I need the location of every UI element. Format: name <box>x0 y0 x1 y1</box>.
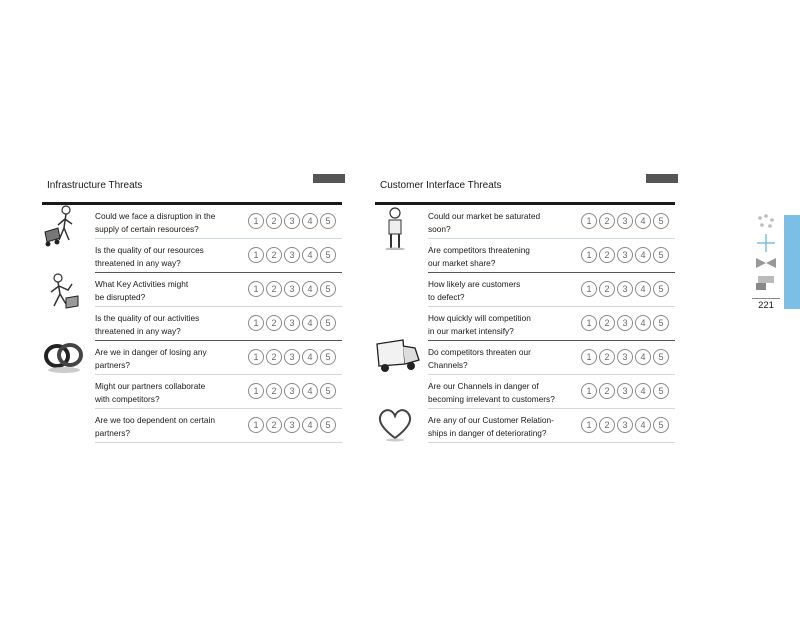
rating-option[interactable]: 5 <box>653 281 669 297</box>
question-line: Could we face a disruption in the <box>95 211 216 221</box>
rating-option[interactable]: 1 <box>581 213 597 229</box>
question-line: Might our partners collaborate <box>95 381 206 391</box>
rating-option[interactable]: 4 <box>635 383 651 399</box>
channel-truck-icon <box>375 336 421 376</box>
row-separator <box>95 442 342 443</box>
rating-option[interactable]: 5 <box>653 417 669 433</box>
section-color-tab <box>784 215 800 309</box>
rating-option[interactable]: 5 <box>653 247 669 263</box>
rating-option[interactable]: 3 <box>617 247 633 263</box>
rating-option[interactable]: 2 <box>599 383 615 399</box>
rating-option[interactable]: 3 <box>284 315 300 331</box>
question-row <box>42 341 342 375</box>
rating-option[interactable]: 1 <box>248 247 264 263</box>
row-separator <box>428 442 675 443</box>
question-text <box>428 244 574 270</box>
panel-tab-marker <box>313 174 345 183</box>
question-line: Is the quality of our activities <box>95 313 200 323</box>
panel-header <box>42 174 342 205</box>
question-line: threatened in any way? <box>95 326 181 336</box>
rating-scale <box>581 247 669 263</box>
rating-option[interactable]: 4 <box>635 213 651 229</box>
rating-option[interactable]: 4 <box>302 281 318 297</box>
question-line: threatened in any way? <box>95 258 181 268</box>
rating-option[interactable]: 1 <box>581 281 597 297</box>
rating-option[interactable]: 1 <box>581 349 597 365</box>
rating-option[interactable]: 3 <box>284 213 300 229</box>
rating-option[interactable]: 5 <box>320 349 336 365</box>
infrastructure-threats-panel <box>42 174 342 443</box>
question-line: Channels? <box>428 360 468 370</box>
plus-icon <box>757 234 775 252</box>
resource-sketch-icon <box>42 204 82 248</box>
question-line: be disrupted? <box>95 292 146 302</box>
rating-option[interactable]: 1 <box>581 315 597 331</box>
question-line: Do competitors threaten our <box>428 347 531 357</box>
rating-scale <box>581 417 669 433</box>
question-text <box>95 414 241 440</box>
panel-header <box>375 174 675 205</box>
rating-option[interactable]: 2 <box>266 213 282 229</box>
customer-person-icon <box>375 206 415 250</box>
question-line: Could our market be saturated <box>428 211 541 221</box>
partner-ring-icon <box>42 338 86 374</box>
rating-scale <box>581 315 669 331</box>
question-row <box>42 375 342 409</box>
rating-option[interactable]: 2 <box>599 349 615 365</box>
rating-option[interactable]: 4 <box>302 315 318 331</box>
question-text <box>428 278 574 304</box>
panel-title: Infrastructure Threats <box>47 180 143 191</box>
rating-option[interactable]: 2 <box>599 247 615 263</box>
rating-option[interactable]: 3 <box>617 349 633 365</box>
rating-scale <box>248 213 336 229</box>
rating-option[interactable]: 5 <box>653 213 669 229</box>
question-line: supply of certain resources? <box>95 224 199 234</box>
rating-option[interactable]: 5 <box>320 417 336 433</box>
question-line: ships in danger of deteriorating? <box>428 428 547 438</box>
question-text <box>95 346 241 372</box>
question-line: to defect? <box>428 292 465 302</box>
rating-scale <box>581 213 669 229</box>
rating-option[interactable]: 2 <box>266 281 282 297</box>
rating-option[interactable]: 3 <box>284 281 300 297</box>
rating-option[interactable]: 2 <box>599 213 615 229</box>
rating-scale <box>581 349 669 365</box>
rating-option[interactable]: 3 <box>617 383 633 399</box>
rating-option[interactable]: 3 <box>617 315 633 331</box>
rating-scale <box>248 417 336 433</box>
question-text <box>95 312 241 338</box>
rating-option[interactable]: 2 <box>599 315 615 331</box>
rating-scale <box>581 383 669 399</box>
rating-scale <box>248 281 336 297</box>
question-text <box>95 380 241 406</box>
rating-option[interactable]: 5 <box>320 247 336 263</box>
rating-option[interactable]: 3 <box>617 417 633 433</box>
rating-option[interactable]: 2 <box>266 383 282 399</box>
question-text <box>428 210 574 236</box>
question-text <box>428 380 574 406</box>
question-row <box>42 307 342 341</box>
section-nav-icons <box>752 212 782 292</box>
rating-option[interactable]: 5 <box>653 349 669 365</box>
question-line: Are we in danger of losing any <box>95 347 207 357</box>
rating-scale <box>248 247 336 263</box>
rating-scale <box>248 315 336 331</box>
rating-option[interactable]: 5 <box>320 315 336 331</box>
rating-option[interactable]: 5 <box>320 383 336 399</box>
blocks-icon <box>758 276 774 283</box>
rating-option[interactable]: 5 <box>653 383 669 399</box>
question-line: becoming irrelevant to customers? <box>428 394 555 404</box>
activity-sketch-icon <box>42 272 82 312</box>
rating-scale <box>248 383 336 399</box>
question-row <box>375 273 675 307</box>
rating-scale <box>581 281 669 297</box>
rating-option[interactable]: 4 <box>635 349 651 365</box>
question-line: Are competitors threatening <box>428 245 530 255</box>
rating-option[interactable]: 2 <box>266 349 282 365</box>
rating-option[interactable]: 1 <box>248 417 264 433</box>
rating-option[interactable]: 4 <box>302 417 318 433</box>
question-line: partners? <box>95 428 131 438</box>
rating-option[interactable]: 4 <box>635 315 651 331</box>
rating-option[interactable]: 3 <box>284 417 300 433</box>
question-text <box>428 414 574 440</box>
question-list <box>42 205 342 443</box>
question-line: partners? <box>95 360 131 370</box>
question-row <box>42 205 342 239</box>
bowtie-icon <box>756 258 776 268</box>
rating-option[interactable]: 4 <box>635 247 651 263</box>
question-row <box>375 205 675 239</box>
question-text <box>95 244 241 270</box>
question-list <box>375 205 675 443</box>
rating-option[interactable]: 5 <box>320 213 336 229</box>
rating-option[interactable]: 1 <box>581 383 597 399</box>
rating-option[interactable]: 5 <box>653 315 669 331</box>
question-text <box>95 210 241 236</box>
question-line: Is the quality of our resources <box>95 245 204 255</box>
question-row <box>375 239 675 273</box>
question-text <box>428 346 574 372</box>
rating-option[interactable]: 4 <box>635 417 651 433</box>
rating-option[interactable]: 1 <box>581 247 597 263</box>
question-row <box>42 409 342 443</box>
rating-option[interactable]: 5 <box>320 281 336 297</box>
question-row <box>42 273 342 307</box>
question-line: soon? <box>428 224 451 234</box>
customer-interface-threats-panel <box>375 174 675 443</box>
rating-option[interactable]: 3 <box>617 281 633 297</box>
rating-option[interactable]: 1 <box>248 281 264 297</box>
question-line: in our market intensify? <box>428 326 514 336</box>
rating-option[interactable]: 4 <box>302 349 318 365</box>
rating-option[interactable]: 3 <box>284 383 300 399</box>
question-text <box>95 278 241 304</box>
rating-option[interactable]: 3 <box>284 349 300 365</box>
question-row <box>375 409 675 443</box>
panel-title: Customer Interface Threats <box>380 180 502 191</box>
rating-option[interactable]: 3 <box>284 247 300 263</box>
question-text <box>428 312 574 338</box>
question-line: Are our Channels in danger of <box>428 381 539 391</box>
panel-tab-marker <box>646 174 678 183</box>
question-line: How quickly will competition <box>428 313 531 323</box>
rating-option[interactable]: 3 <box>617 213 633 229</box>
rating-option[interactable]: 2 <box>266 417 282 433</box>
dots-icon <box>758 214 774 228</box>
rating-option[interactable]: 4 <box>302 247 318 263</box>
rating-scale <box>248 349 336 365</box>
rating-option[interactable]: 1 <box>248 213 264 229</box>
page-number: 221 <box>752 298 780 311</box>
question-row <box>42 239 342 273</box>
rating-option[interactable]: 1 <box>248 315 264 331</box>
relationship-heart-icon <box>375 406 415 442</box>
question-line: with competitors? <box>95 394 160 404</box>
rating-option[interactable]: 4 <box>302 383 318 399</box>
rating-option[interactable]: 2 <box>266 247 282 263</box>
rating-option[interactable]: 4 <box>302 213 318 229</box>
rating-option[interactable]: 1 <box>248 349 264 365</box>
question-line: What Key Activities might <box>95 279 189 289</box>
question-row <box>375 375 675 409</box>
rating-option[interactable]: 1 <box>248 383 264 399</box>
rating-option[interactable]: 2 <box>599 417 615 433</box>
rating-option[interactable]: 2 <box>266 315 282 331</box>
question-line: Are any of our Customer Relation- <box>428 415 554 425</box>
rating-option[interactable]: 2 <box>599 281 615 297</box>
rating-option[interactable]: 4 <box>635 281 651 297</box>
question-line: our market share? <box>428 258 496 268</box>
question-line: How likely are customers <box>428 279 521 289</box>
question-line: Are we too dependent on certain <box>95 415 215 425</box>
rating-option[interactable]: 1 <box>581 417 597 433</box>
